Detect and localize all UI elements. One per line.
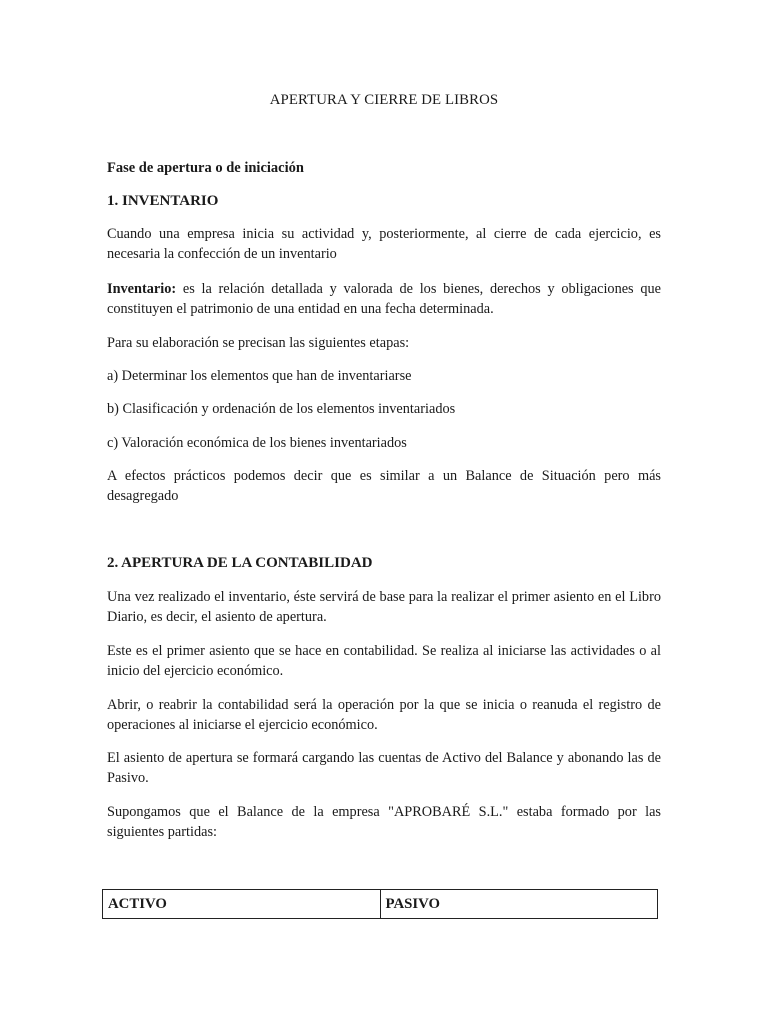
table-header-row (103, 890, 658, 919)
stages-intro: Para su elaboración se precisan las siguientes etapas: (107, 335, 410, 351)
section-2-paragraph-2: Este es el primer asiento que se hace en contabilidad. Se realiza al iniciarse las actividades o al inicio del ejercicio económico. (107, 643, 661, 679)
stage-a: a) Determinar los elementos que han de inventariarse (107, 368, 412, 384)
phase-heading: Fase de apertura o de iniciación (107, 160, 304, 176)
definition-text: es la relación detallada y valorada de los bienes, derechos y obligaciones que constituyen el patrimonio de una entidad en una fecha determinada. (107, 281, 661, 317)
stage-b: b) Clasificación y ordenación de los elementos inventariados (107, 401, 456, 417)
section-1-heading: 1. INVENTARIO (107, 193, 219, 209)
table-header-activo: ACTIVO (103, 890, 381, 919)
section-2-paragraph-3: Abrir, o reabrir la contabilidad será la operación por la que se inicia o reanuda el registro de operaciones al iniciarse el ejercicio económico. (107, 697, 661, 733)
balance-table (102, 889, 658, 919)
section-1-paragraph-intro: Cuando una empresa inicia su actividad y, posteriormente, al cierre de cada ejercicio, es necesaria la confección de un inventario (107, 226, 661, 262)
inventario-definition (107, 279, 661, 319)
stage-c: c) Valoración económica de los bienes inventariados (107, 435, 407, 451)
definition-term: Inventario: (107, 281, 177, 297)
section-2-paragraph-4: El asiento de apertura se formará cargando las cuentas de Activo del Balance y abonando las de Pasivo. (107, 750, 661, 786)
section-2-paragraph-5: Supongamos que el Balance de la empresa "APROBARÉ S.L." estaba formado por las siguientes partidas: (107, 804, 661, 840)
section-1-conclusion: A efectos prácticos podemos decir que es similar a un Balance de Situación pero más desagregado (107, 468, 661, 504)
section-2-heading: 2. APERTURA DE LA CONTABILIDAD (107, 555, 373, 571)
table-header-pasivo: PASIVO (380, 890, 658, 919)
section-2-paragraph-1: Una vez realizado el inventario, éste servirá de base para la realizar el primer asiento en el Libro Diario, es decir, el asiento de apertura. (107, 589, 661, 625)
document-title: APERTURA Y CIERRE DE LIBROS (269, 92, 499, 108)
